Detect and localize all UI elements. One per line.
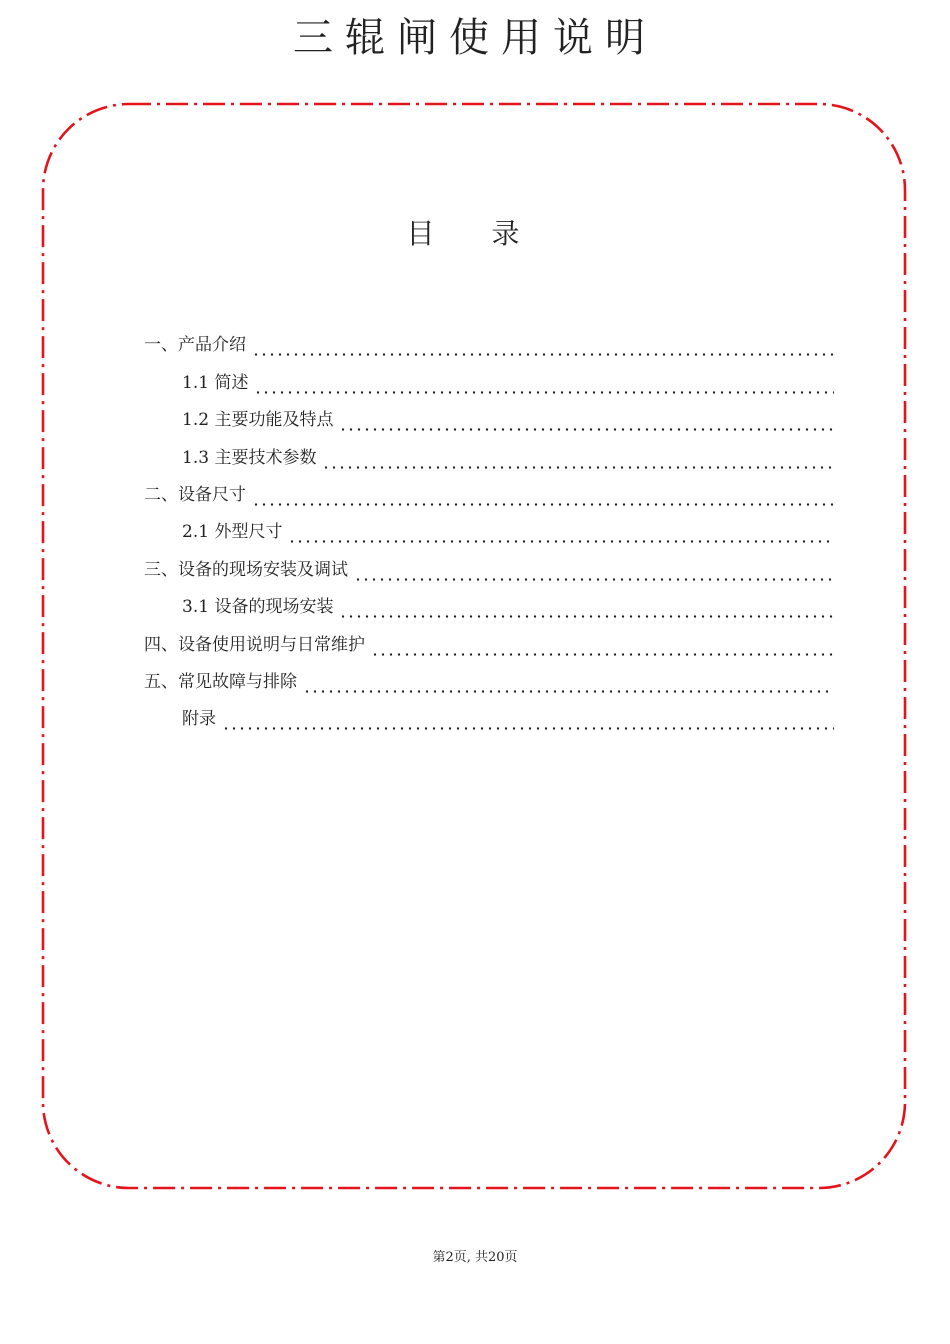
- dot-leader: [303, 690, 834, 693]
- toc-entry-label: 3.1 设备的现场安装: [182, 597, 334, 618]
- document-title: 三辊闸使用说明: [293, 15, 657, 61]
- toc-entry[interactable]: [144, 659, 834, 696]
- toc-entry[interactable]: [144, 584, 834, 621]
- dot-leader: [222, 727, 834, 730]
- dot-leader: [252, 503, 834, 506]
- toc-entry[interactable]: [144, 359, 834, 396]
- toc-entry-label: 一、产品介绍: [144, 335, 246, 356]
- toc-entry[interactable]: [144, 621, 834, 658]
- toc-entry[interactable]: [144, 546, 834, 583]
- toc-entry[interactable]: [144, 696, 834, 733]
- dot-leader: [354, 578, 834, 581]
- page-footer: 第2页, 共20页: [432, 1250, 518, 1265]
- toc-entry-label: 2.1 外型尺寸: [182, 522, 283, 543]
- dot-leader: [252, 353, 834, 356]
- toc-entry[interactable]: [144, 322, 834, 359]
- toc-entry-label: 五、常见故障与排除: [144, 671, 297, 692]
- dot-leader: [339, 428, 834, 431]
- dot-leader: [371, 653, 834, 656]
- dot-leader: [288, 540, 834, 543]
- dot-leader: [254, 391, 834, 394]
- toc-entry-label: 1.2 主要功能及特点: [182, 410, 334, 431]
- toc-entry-label: 二、设备尺寸: [144, 484, 246, 505]
- dot-leader: [339, 615, 834, 618]
- toc-entry[interactable]: [144, 509, 834, 546]
- toc-entry-label: 三、设备的现场安装及调试: [144, 559, 348, 580]
- toc-entry-label: 四、设备使用说明与日常维护: [144, 634, 365, 655]
- toc-entry[interactable]: [144, 397, 834, 434]
- toc-heading: 目 录: [406, 217, 544, 250]
- toc-entry[interactable]: [144, 434, 834, 471]
- toc-entry-label: 附录: [182, 709, 216, 730]
- toc-entry-label: 1.1 简述: [182, 372, 249, 393]
- table-of-contents: [144, 322, 834, 733]
- toc-entry[interactable]: [144, 472, 834, 509]
- toc-entry-label: 1.3 主要技术参数: [182, 447, 317, 468]
- dot-leader: [322, 466, 834, 469]
